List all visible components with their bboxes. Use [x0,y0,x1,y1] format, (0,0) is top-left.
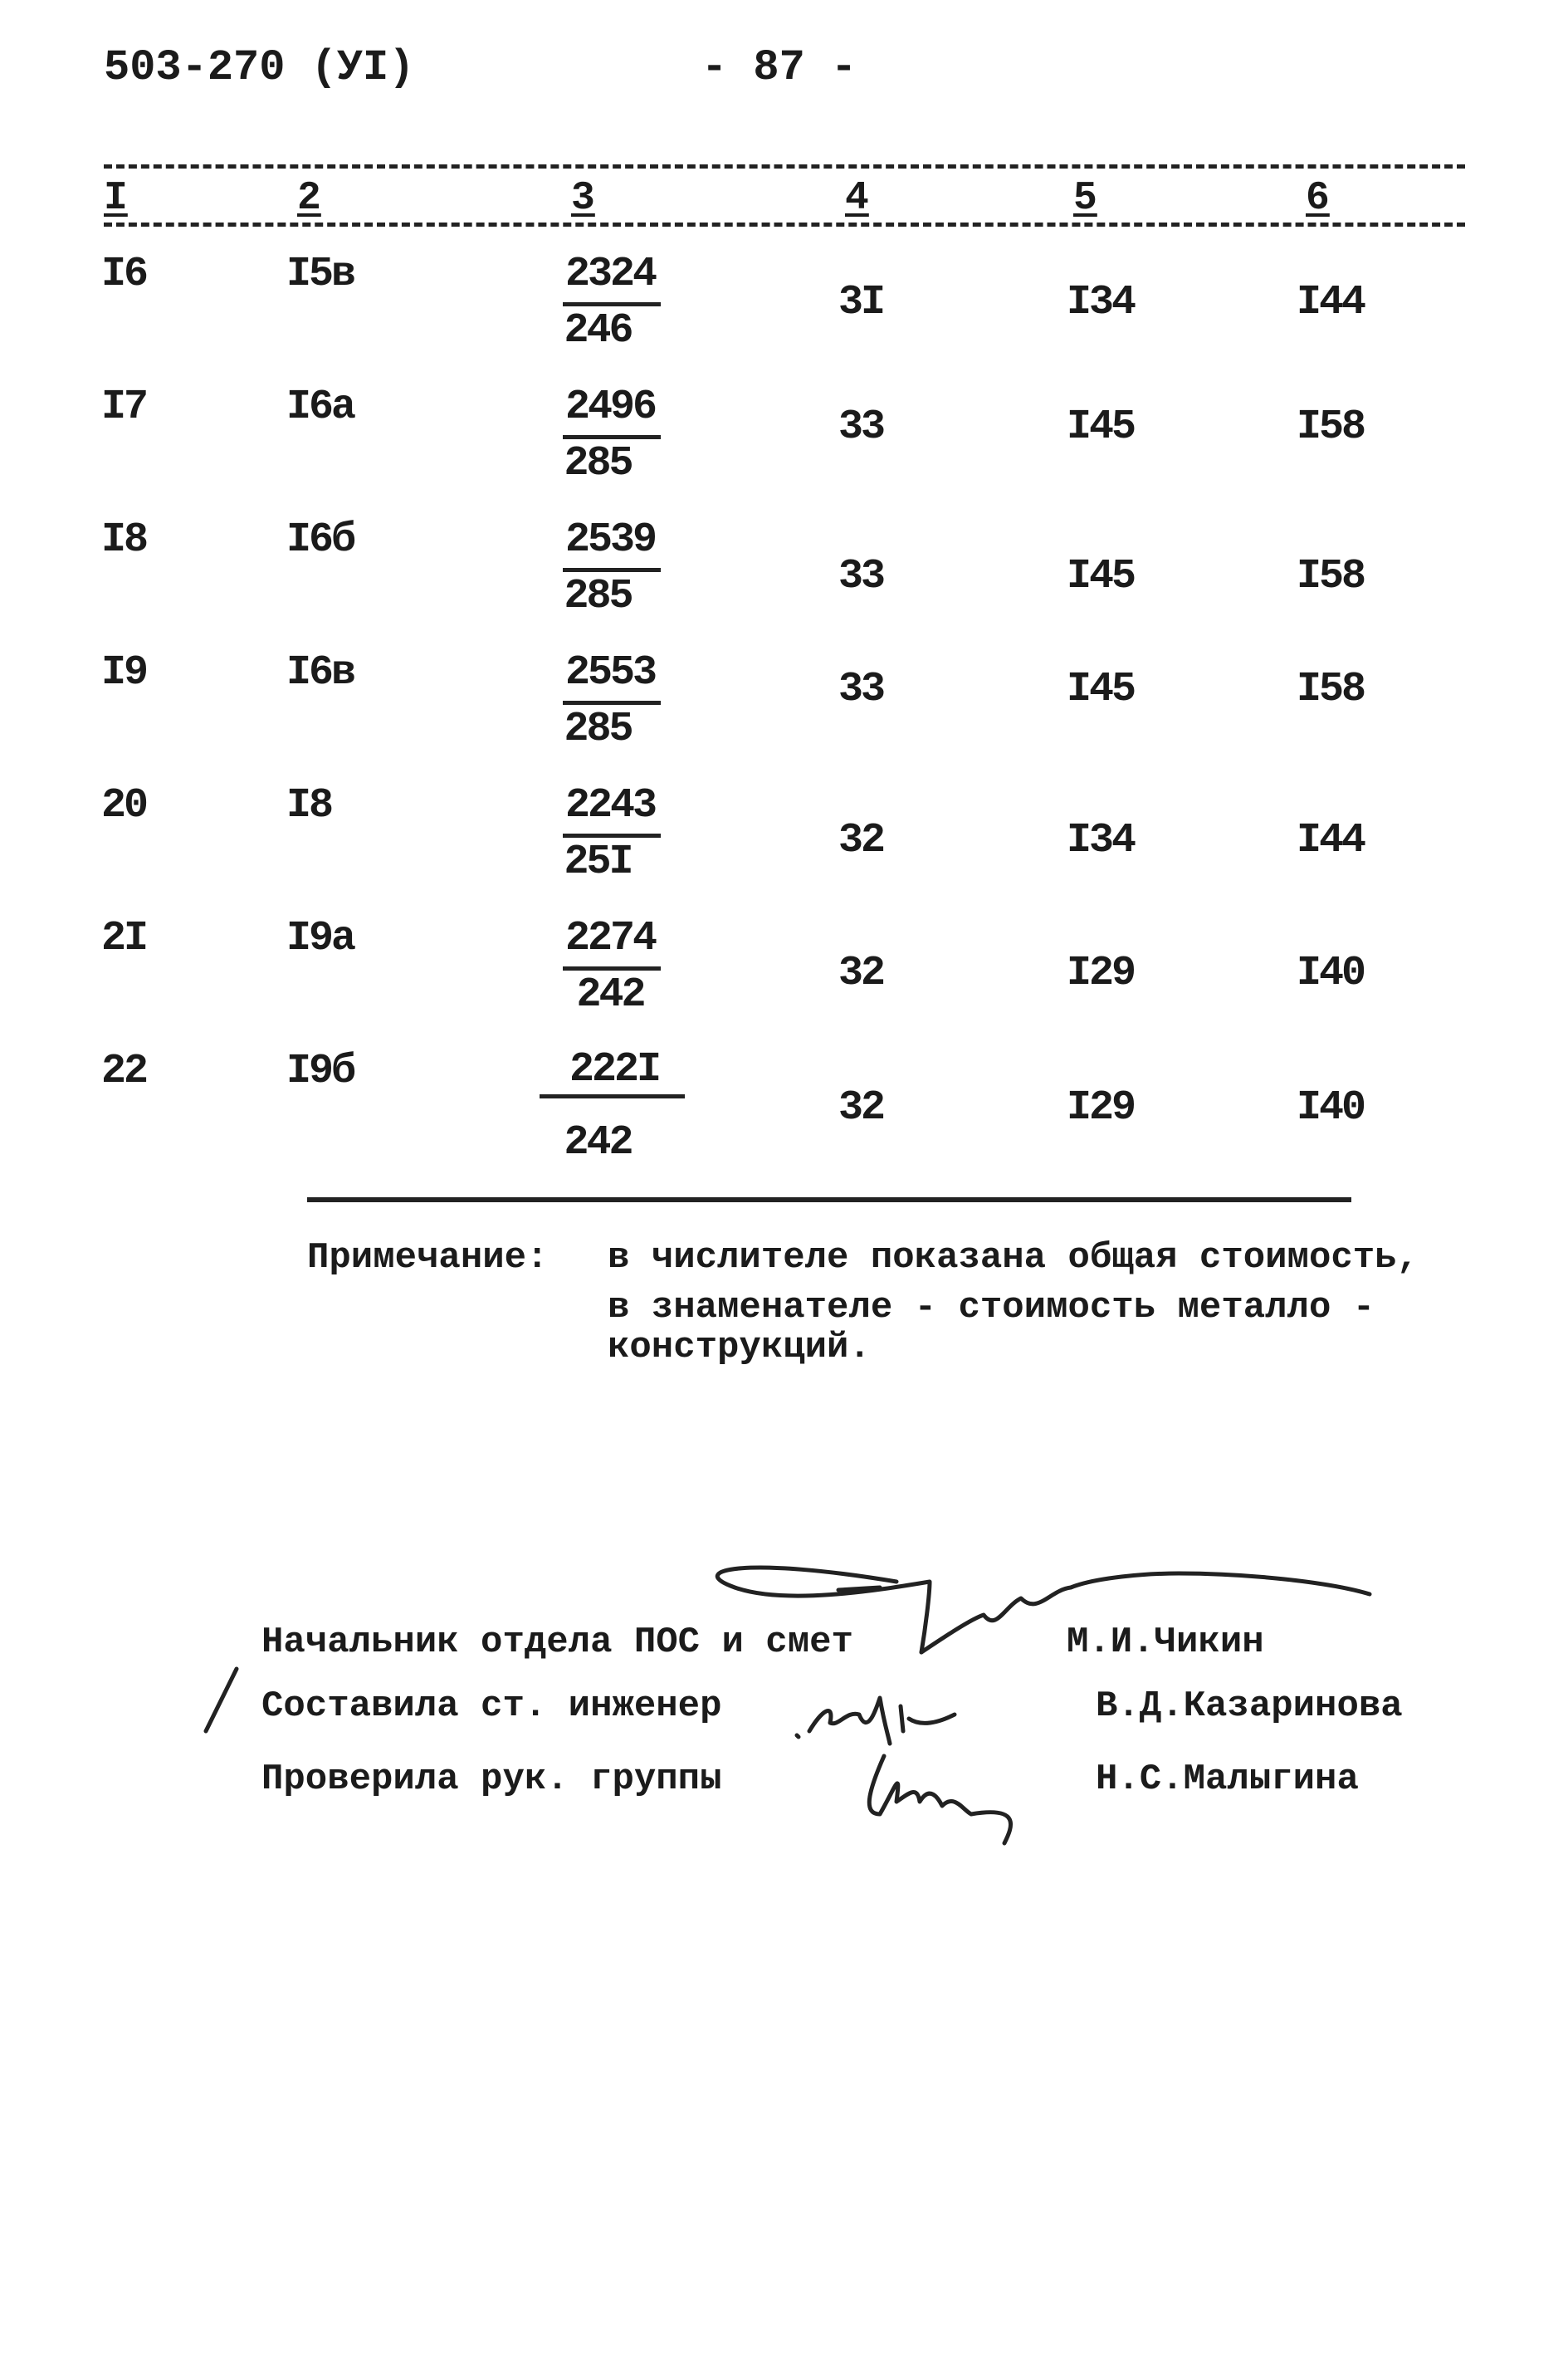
table-cell-c4: 33 [838,404,884,451]
table-cell-c6: I44 [1297,817,1365,864]
table-cell-c4: 33 [838,666,884,713]
signature-head-stroke-2 [838,1587,880,1590]
table-cell-c3-numerator: 2553 [564,649,656,697]
tick-mark [206,1669,237,1731]
column-header-3: 3 [564,176,602,221]
table-cell-c4: 3I [838,279,884,326]
column-header-4: 4 [838,176,876,221]
signature-role-compiler: Составила ст. инженер [261,1685,722,1727]
document-code: 503-270 (УI) [104,43,415,92]
signature-head-stroke-3 [921,1573,1370,1652]
signature-name-head: М.И.Чикин [1067,1622,1264,1663]
table-cell-c3-denominator: 242 [576,971,644,1019]
signature-role-head: Начальник отдела ПОС и смет [261,1622,853,1663]
table-cell-c3-denominator: 285 [564,573,632,620]
table-cell-c2: I9б [286,1048,354,1095]
signature-name-checker: Н.С.Малыгина [1096,1759,1359,1800]
table-cell-c3-denominator: 242 [564,1119,632,1167]
signature-role-checker: Проверила рук. группы [261,1759,722,1800]
signature-name-compiler: В.Д.Казаринова [1096,1685,1403,1727]
signature-compiler-dot [797,1735,799,1737]
note-line-2: в знаменателе - стоимость металло - [608,1287,1375,1328]
table-cell-c1: I6 [101,251,147,298]
signature-checker-stroke [869,1756,1010,1843]
table-cell-c1: I9 [101,649,147,697]
table-cell-c6: I58 [1297,404,1365,451]
table-cell-c6: I58 [1297,666,1365,713]
table-cell-c3-numerator: 2496 [564,384,656,431]
table-cell-c5: I34 [1067,817,1135,864]
table-cell-c6: I58 [1297,553,1365,600]
table-cell-c5: I34 [1067,279,1135,326]
page-number: - 87 - [701,43,857,92]
table-cell-c3-numerator: 2539 [564,516,656,564]
table-cell-c4: 32 [838,817,884,864]
table-cell-c3-numerator: 222I [569,1046,660,1093]
table-cell-c4: 32 [838,950,884,997]
table-cell-c1: 2I [101,915,147,962]
table-cell-c3-denominator: 246 [564,307,632,355]
column-header-1: I [104,176,134,221]
signature-head-stroke-1 [717,1568,930,1652]
table-cell-c1: I7 [101,384,147,431]
column-header-2: 2 [291,176,328,221]
table-cell-c3-numerator: 2243 [564,782,656,829]
table-cell-c6: I40 [1297,1084,1365,1132]
table-cell-c3-denominator: 25I [564,839,632,886]
table-cell-c5: I45 [1067,666,1135,713]
table-cell-c5: I45 [1067,404,1135,451]
table-cell-c5: I45 [1067,553,1135,600]
table-cell-c2: I9а [286,915,354,962]
table-cell-c1: 22 [101,1048,147,1095]
note-line-1: в числителе показана общая стоимость, [608,1237,1419,1279]
table-cell-c3-numerator: 2274 [564,915,656,962]
table-cell-c5: I29 [1067,1084,1135,1132]
table-cell-c2: I6в [286,649,354,697]
table-cell-c2: I8 [286,782,332,829]
table-cell-c3-denominator: 285 [564,706,632,753]
table-cell-c3-denominator: 285 [564,440,632,487]
table-cell-c4: 32 [838,1084,884,1132]
note-label: Примечание: [307,1237,549,1279]
table-cell-c2: I6б [286,516,354,564]
note-line-3: конструкций. [608,1327,871,1368]
signature-compiler-stroke [809,1698,955,1744]
table-cell-c4: 33 [838,553,884,600]
table-cell-c6: I44 [1297,279,1365,326]
table-cell-c6: I40 [1297,950,1365,997]
table-cell-c2: I6а [286,384,354,431]
table-cell-c5: I29 [1067,950,1135,997]
column-header-6: 6 [1299,176,1336,221]
table-cell-c1: 20 [101,782,147,829]
column-header-5: 5 [1067,176,1104,221]
table-cell-c3-numerator: 2324 [564,251,656,298]
table-cell-c1: I8 [101,516,147,564]
table-cell-c2: I5в [286,251,354,298]
